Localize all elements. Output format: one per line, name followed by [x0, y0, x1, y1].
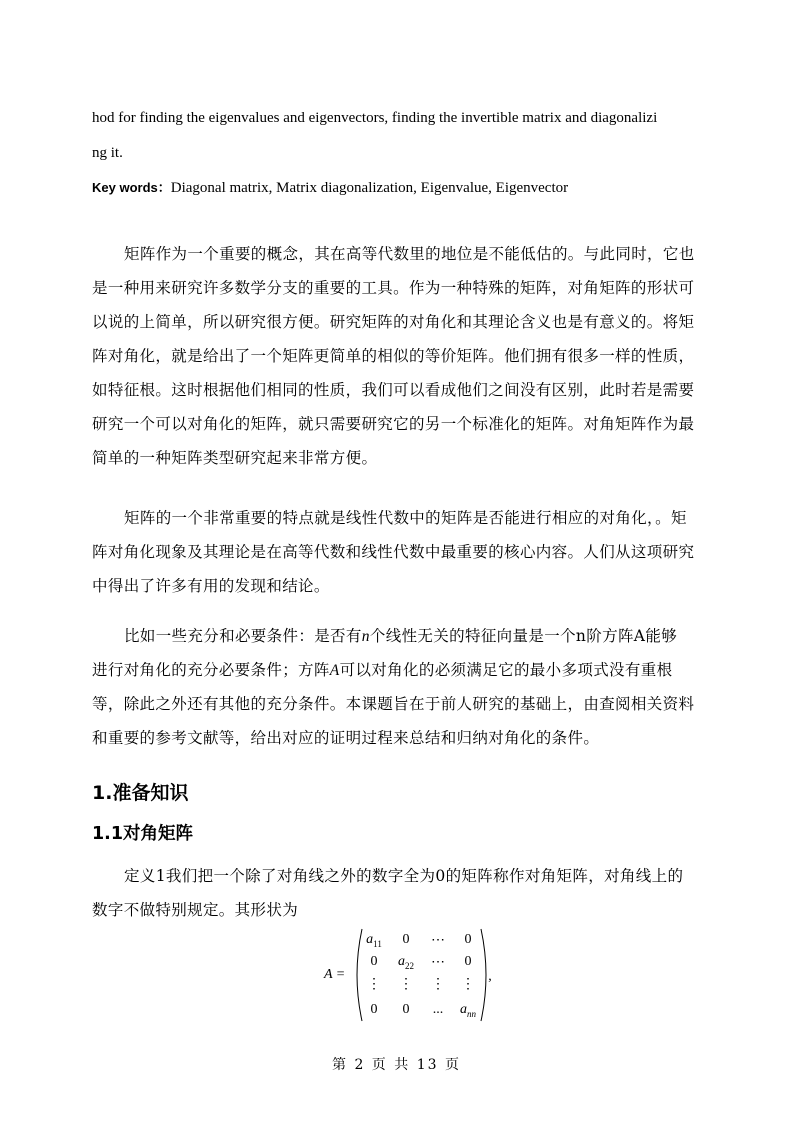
para1-line-5: 如特征根。这时根据他们相同的性质，我们可以看成他们之间没有区别，此时若是需要	[92, 381, 695, 399]
heading-section-1: 1.准备知识	[92, 782, 189, 804]
keywords-label: Key words：	[92, 180, 171, 195]
diagonal-matrix	[324, 926, 508, 1024]
para3-l2-a: 进行对角化的充分必要条件；方阵	[92, 661, 330, 679]
para3-l1-a: 比如一些充分和必要条件：是否有	[124, 627, 362, 645]
matrix-cell: 0	[464, 932, 472, 947]
para2-line-2: 阵对角化现象及其理论是在高等代数和线性代数中最重要的核心内容。人们从这项研究	[92, 543, 695, 561]
matrix-lhs: A =	[324, 967, 346, 982]
symbol-A: A	[329, 662, 340, 679]
matrix-cell: 0	[402, 1002, 410, 1017]
matrix-cell: ...	[432, 1002, 444, 1017]
para2-line-3: 中得出了许多有用的发现和结论。	[92, 577, 330, 595]
para1-line-1: 矩阵作为一个重要的概念，其在高等代数里的地位是不能低估的。与此同时，它也	[124, 245, 695, 263]
keywords-text: Diagonal matrix, Matrix diagonalization, Eigenvalue, Eigenvector	[170, 180, 569, 196]
matrix-a11: $a_{11}$	[366, 932, 382, 949]
para3-l1-b: 个线性无关的特征向量是一个n阶方阵A能够	[369, 627, 678, 645]
matrix-a22: $a_{22}$	[398, 954, 414, 971]
para1-line-4: 阵对角化，就是给出了一个矩阵更简单的相似的等价矩阵。他们拥有很多一样的性质，	[92, 347, 695, 365]
para2-line-1: 矩阵的一个非常重要的特点就是线性代数中的矩阵是否能进行相应的对角化，。矩	[124, 509, 687, 527]
keywords-line	[92, 177, 703, 198]
para1-line-2: 是一种用来研究许多数学分支的重要的工具。作为一种特殊的矩阵，对角矩阵的形状可	[92, 279, 695, 297]
para3-line-3: 等，除此之外还有其他的充分条件。本课题旨在于前人研究的基础上，由查阅相关资料	[92, 695, 695, 713]
definition-line-2: 数字不做特别规定。其形状为	[92, 901, 299, 919]
para3-line-4: 和重要的参考文献等，给出对应的证明过程来总结和归纳对角化的条件。	[92, 729, 600, 747]
heading-section-1-1: 1.1对角矩阵	[92, 824, 194, 844]
matrix-cell: 0	[464, 954, 472, 969]
matrix-cell: 0	[370, 954, 378, 969]
abstract-line-1: hod for finding the eigenvalues and eigenvectors, finding the invertible matrix and diagonalizi	[92, 110, 658, 126]
matrix-cell: 0	[370, 1002, 378, 1017]
para3-l2-b: 可以对角化的必须满足它的最小多项式没有重根	[339, 661, 673, 679]
matrix-ann: $a_{nn}$	[460, 1002, 476, 1019]
abstract-line-2: ng it.	[92, 145, 123, 161]
matrix-cell: ⋮	[461, 977, 475, 992]
para1-line-7: 简单的一种矩阵类型研究起来非常方便。	[92, 449, 378, 467]
page-footer: 第 2 页 共 13 页	[332, 1057, 461, 1073]
matrix-cell: ⋮	[431, 977, 445, 992]
symbol-n: n	[361, 628, 370, 645]
para3-line-1	[124, 626, 704, 647]
matrix-cell: ⋯	[431, 933, 445, 948]
matrix-cell: 0	[402, 932, 410, 947]
matrix-trailing-comma: ,	[488, 969, 492, 984]
para1-line-3: 以说的上简单，所以研究很方便。研究矩阵的对角化和其理论含义也是有意义的。将矩	[92, 313, 695, 331]
matrix-cell: ⋮	[367, 977, 381, 992]
para3-line-2	[92, 660, 703, 681]
definition-line-1: 定义1我们把一个除了对角线之外的数字全为0的矩阵称作对角矩阵，对角线上的	[124, 867, 684, 885]
para1-line-6: 研究一个可以对角化的矩阵，就只需要研究它的另一个标准化的矩阵。对角矩阵作为最	[92, 415, 695, 433]
matrix-cell: ⋮	[399, 977, 413, 992]
matrix-cell: ⋯	[431, 955, 445, 970]
